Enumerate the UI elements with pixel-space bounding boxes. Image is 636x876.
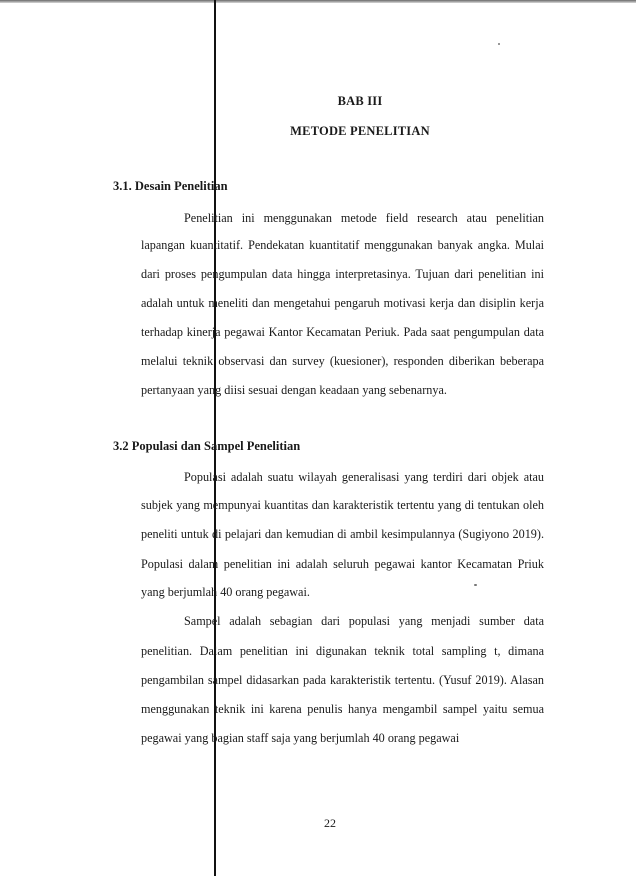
paragraph-line: subjek yang mempunyai kuantitas dan karakteristik tertentu yang di tentukan oleh bbox=[141, 498, 544, 512]
paragraph-line: terhadap kinerja pegawai Kantor Kecamatan Periuk. Pada saat pengumpulan data bbox=[141, 325, 544, 339]
paragraph-line: Penelitian ini menggunakan metode field research atau penelitian bbox=[184, 211, 544, 225]
scan-speck bbox=[498, 43, 500, 45]
chapter-title: METODE PENELITIAN bbox=[290, 124, 430, 138]
paragraph-line: Populasi adalah suatu wilayah generalisasi yang terdiri dari objek atau bbox=[184, 470, 544, 484]
paragraph-line: pegawai yang bagian staff saja yang berjumlah 40 orang pegawai bbox=[141, 731, 460, 745]
scan-top-edge bbox=[0, 0, 636, 3]
page-number: 22 bbox=[324, 816, 336, 830]
paragraph-line: pertanyaan yang diisi sesuai dengan keadaan yang sebenarnya. bbox=[141, 383, 447, 397]
paragraph-line: adalah untuk meneliti dan mengetahui pengaruh motivasi kerja dan disiplin kerja bbox=[141, 296, 544, 310]
paragraph-line: Sampel adalah sebagian dari populasi yang menjadi sumber data bbox=[184, 614, 544, 628]
paragraph-line: pengambilan sampel didasarkan pada karakteristik tertentu. (Yusuf 2019). Alasan bbox=[141, 673, 544, 687]
chapter-label: BAB III bbox=[337, 94, 383, 108]
section-heading: 3.2 Populasi dan Sampel Penelitian bbox=[113, 439, 301, 453]
paragraph-line: lapangan kuantitatif. Pendekatan kuantitatif menggunakan banyak angka. Mulai bbox=[141, 238, 544, 252]
paragraph-line: Populasi dalam penelitian ini adalah seluruh pegawai kantor Kecamatan Priuk bbox=[141, 557, 544, 571]
paragraph-line: penelitian. Dalam penelitian ini digunakan teknik total sampling t, dimana bbox=[141, 644, 544, 658]
paragraph-line: yang berjumlah 40 orang pegawai. bbox=[141, 585, 310, 599]
paragraph-line: dari proses pengumpulan data hingga interpretasinya. Tujuan dari penelitian ini bbox=[141, 267, 544, 281]
paragraph-line: peneliti untuk di pelajari dan kemudian di ambil kesimpulannya (Sugiyono 2019). bbox=[141, 527, 544, 541]
paragraph-line: melalui teknik observasi dan survey (kuesioner), responden diberikan beberapa bbox=[141, 354, 544, 368]
section-heading: 3.1. Desain Penelitian bbox=[113, 179, 228, 193]
paragraph-line: menggunakan teknik ini karena penulis hanya mengambil sampel yaitu semua bbox=[141, 702, 544, 716]
